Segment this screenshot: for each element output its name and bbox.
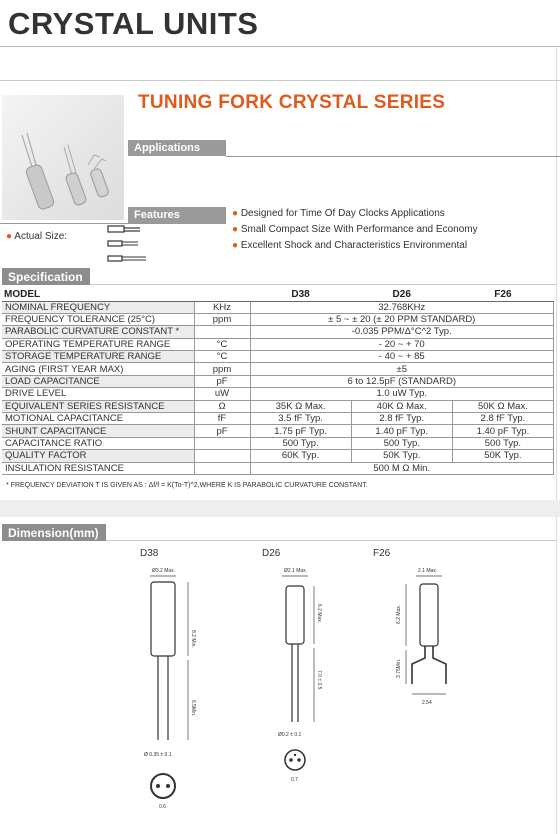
- unit-cell: pF: [194, 425, 250, 437]
- value-cell: ±5: [250, 363, 554, 375]
- unit-cell: [194, 462, 250, 474]
- dim-text: 2.54: [422, 700, 432, 706]
- table-row: [2, 363, 554, 375]
- dim-model-d38: D38: [140, 548, 159, 559]
- crystal-photo-graphic: [2, 95, 124, 220]
- dim-text: 0.7: [291, 777, 298, 783]
- f26-drawing: [396, 568, 446, 706]
- bullet-icon: ●: [232, 240, 241, 251]
- table-row: [2, 462, 554, 474]
- param-cell: LOAD CAPACITANCE: [2, 375, 194, 387]
- table-header-row: [2, 288, 554, 301]
- dimension-rule: [106, 540, 556, 541]
- value-cell: 500 Typ.: [452, 437, 553, 449]
- value-cell: 32.768KHz: [250, 301, 554, 313]
- value-cell: ± 5 ~ ± 20 (± 20 PPM STANDARD): [250, 313, 554, 325]
- applications-label: Applications: [128, 140, 226, 156]
- dim-model-d26: D26: [262, 548, 281, 559]
- dim-text: Ø0.2 ± 0.1: [278, 732, 302, 738]
- param-cell: QUALITY FACTOR: [2, 450, 194, 462]
- dim-text: 0.6: [159, 804, 166, 810]
- unit-cell: KHz: [194, 301, 250, 313]
- product-photo: [2, 95, 124, 220]
- unit-cell: [194, 437, 250, 449]
- value-cell: 50K Typ.: [351, 450, 452, 462]
- series-title: TUNING FORK CRYSTAL SERIES: [138, 92, 446, 113]
- dimension-drawings: [100, 560, 480, 825]
- grey-band: [0, 500, 560, 517]
- dim-text: 8.2 Min.: [190, 630, 196, 648]
- feature-text: Designed for Time Of Day Clocks Applications: [240, 208, 445, 219]
- param-cell: EQUIVALENT SERIES RESISTANCE: [2, 400, 194, 412]
- value-cell: 2.8 fF Typ.: [351, 413, 452, 425]
- specification-rule: [90, 284, 556, 285]
- table-row: [2, 338, 554, 350]
- bullet-icon: ●: [232, 224, 241, 235]
- right-border: [556, 46, 557, 834]
- param-cell: PARABOLIC CURVATURE CONSTANT *: [2, 326, 194, 338]
- table-row: [2, 351, 554, 363]
- actual-size-label: [6, 231, 67, 242]
- value-cell: 50K Typ.: [452, 450, 553, 462]
- features-label: Features: [128, 207, 226, 223]
- param-cell: OPERATING TEMPERATURE RANGE: [2, 338, 194, 350]
- specification-table: [2, 288, 554, 475]
- feature-text: Excellent Shock and Characteristics Environmental: [240, 240, 468, 251]
- bullet-icon: ●: [6, 231, 15, 242]
- footnote: * FREQUENCY DEVIATION T IS GIVEN AS : Δf/f = K(To-T)^2,WHERE K IS PARABOLIC CURVATURE CONSTANT.: [6, 482, 368, 489]
- unit-cell: °C: [194, 338, 250, 350]
- d38-drawing: [144, 568, 196, 810]
- value-cell: 500 M Ω Min.: [250, 462, 554, 474]
- param-cell: FREQUENCY TOLERANCE (25°C): [2, 313, 194, 325]
- dim-model-f26: F26: [373, 548, 391, 559]
- feature-item: [232, 206, 478, 222]
- table-body: [2, 301, 554, 474]
- param-cell: INSULATION RESISTANCE: [2, 462, 194, 474]
- feature-item: [232, 222, 478, 238]
- page-title: CRYSTAL UNITS: [8, 6, 259, 41]
- table-row: [2, 375, 554, 387]
- value-cell: 35K Ω Max.: [250, 400, 351, 412]
- table-row: [2, 413, 554, 425]
- feature-item: [232, 238, 478, 254]
- dim-text: 7.0 ± 0.5: [316, 670, 322, 690]
- dim-text: Ø2.1 Max.: [284, 568, 308, 574]
- unit-cell: fF: [194, 413, 250, 425]
- dim-text: 6.5Min.: [190, 700, 196, 717]
- table-row: [2, 425, 554, 437]
- value-cell: 50K Ω Max.: [452, 400, 553, 412]
- header-model: MODEL: [2, 288, 194, 301]
- value-cell: - 40 ~ + 85: [250, 351, 554, 363]
- unit-cell: ppm: [194, 313, 250, 325]
- value-cell: 500 Typ.: [351, 437, 452, 449]
- table-row: [2, 326, 554, 338]
- value-cell: 500 Typ.: [250, 437, 351, 449]
- dim-text: Ø 0.35 ± 0.1: [144, 752, 172, 758]
- param-cell: DRIVE LEVEL: [2, 388, 194, 400]
- value-cell: 3.5 fF Typ.: [250, 413, 351, 425]
- table-row: [2, 450, 554, 462]
- dim-text: 2.1 Max.: [418, 568, 438, 574]
- header-unit: [194, 288, 250, 301]
- header-d26: D26: [351, 288, 452, 301]
- features-list: [232, 206, 478, 254]
- specification-label: Specification: [2, 268, 90, 285]
- dimension-label: Dimension(mm): [2, 524, 106, 541]
- value-cell: - 20 ~ + 70: [250, 338, 554, 350]
- table-row: [2, 313, 554, 325]
- table-row: [2, 301, 554, 313]
- actual-size-text: Actual Size:: [14, 231, 68, 242]
- value-cell: 60K Typ.: [250, 450, 351, 462]
- unit-cell: °C: [194, 351, 250, 363]
- value-cell: 40K Ω Max.: [351, 400, 452, 412]
- dim-text: 6.2 Max.: [396, 604, 402, 624]
- dim-text: Ø3.2 Max.: [152, 568, 176, 574]
- bullet-icon: ●: [232, 208, 241, 219]
- table-row: [2, 388, 554, 400]
- applications-rule: [226, 156, 560, 157]
- value-cell: 6 to 12.5pF (STANDARD): [250, 375, 554, 387]
- param-cell: MOTIONAL CAPACITANCE: [2, 413, 194, 425]
- unit-cell: pF: [194, 375, 250, 387]
- actual-size-graphic: [106, 224, 156, 268]
- unit-cell: uW: [194, 388, 250, 400]
- value-cell: 1.75 pF Typ.: [250, 425, 351, 437]
- param-cell: NOMINAL FREQUENCY: [2, 301, 194, 313]
- value-cell: 2.8 fF Typ.: [452, 413, 553, 425]
- table-row: [2, 437, 554, 449]
- d26-drawing: [278, 568, 322, 783]
- unit-cell: Ω: [194, 400, 250, 412]
- value-cell: 1.40 pF Typ.: [452, 425, 553, 437]
- section-divider: [0, 80, 560, 81]
- unit-cell: ppm: [194, 363, 250, 375]
- header-d38: D38: [250, 288, 351, 301]
- dim-text: 6.2 Max.: [316, 604, 322, 624]
- unit-cell: [194, 326, 250, 338]
- dim-text: 3.75Min.: [396, 658, 402, 678]
- param-cell: AGING (FIRST YEAR MAX): [2, 363, 194, 375]
- unit-cell: [194, 450, 250, 462]
- feature-text: Small Compact Size With Performance and Economy: [240, 224, 478, 235]
- header-f26: F26: [452, 288, 553, 301]
- param-cell: CAPACITANCE RATIO: [2, 437, 194, 449]
- param-cell: STORAGE TEMPERATURE RANGE: [2, 351, 194, 363]
- value-cell: 1.0 uW Typ.: [250, 388, 554, 400]
- title-divider: [0, 46, 560, 47]
- table-row: [2, 400, 554, 412]
- value-cell: -0.035 PPM/Δ°C^2 Typ.: [250, 326, 554, 338]
- param-cell: SHUNT CAPACITANCE: [2, 425, 194, 437]
- value-cell: 1.40 pF Typ.: [351, 425, 452, 437]
